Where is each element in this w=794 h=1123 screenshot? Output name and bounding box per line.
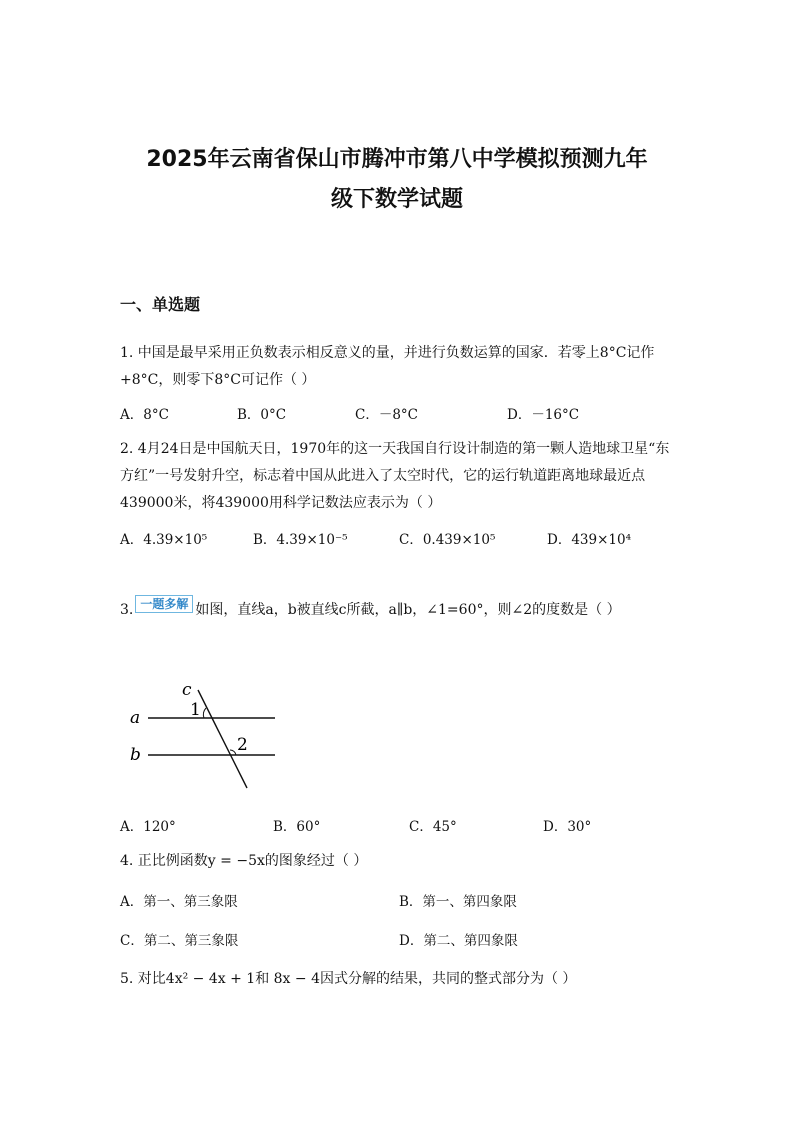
question-5-text: 5. 对比4x² − 4x + 1和 8x − 4因式分解的结果，共同的整式部分为（ ） [120, 971, 577, 987]
question-3-number: 3. [120, 602, 134, 618]
q3-option-d[interactable]: D．30° [543, 819, 592, 835]
q1-option-b[interactable]: B．0°C [237, 407, 287, 423]
q4-option-d[interactable]: D．第二、第四象限 [399, 933, 518, 949]
q1-option-c[interactable]: C．－8°C [355, 407, 418, 423]
label-angle-2: 2 [237, 735, 248, 755]
multi-solution-tag[interactable]: 一题多解 [135, 595, 193, 613]
label-a: a [130, 708, 141, 728]
q4-option-c[interactable]: C．第二、第三象限 [120, 933, 239, 949]
question-1-text: 1. 中国是最早采用正负数表示相反意义的量，并进行负数运算的国家．若零上8°C记作+8°C，则零下8°C可记作（ ） [120, 345, 655, 388]
question-2-text: 2. 4月24日是中国航天日，1970年的这一天我国自行设计制造的第一颗人造地球卫星“东方红”一号发射升空，标志着中国从此进入了太空时代，它的运行轨道距离地球最近点439000米，将439000用科学记数法应表示为（ ） [120, 441, 670, 511]
document-title [90, 140, 704, 220]
title-line-2: 级下数学试题 [330, 187, 463, 212]
label-angle-1: 1 [190, 700, 201, 720]
q2-option-b[interactable]: B．4.39×10⁻⁵ [253, 532, 348, 548]
question-3 [120, 597, 680, 624]
question-3-text: 如图，直线a，b被直线c所截，a∥b，∠1=60°，则∠2的度数是（ ） [195, 602, 621, 618]
label-c: c [182, 680, 192, 700]
q2-option-d[interactable]: D．439×10⁴ [547, 532, 631, 548]
question-4-text: 4. 正比例函数y = −5x的图象经过（ ） [120, 853, 368, 869]
label-b: b [130, 745, 141, 765]
angle-1-arc [203, 708, 206, 718]
q3-option-b[interactable]: B．60° [273, 819, 321, 835]
q2-option-a[interactable]: A．4.39×10⁵ [120, 532, 208, 548]
q4-option-b[interactable]: B．第一、第四象限 [399, 894, 517, 910]
q3-option-a[interactable]: A．120° [120, 819, 176, 835]
q3-option-c[interactable]: C．45° [409, 819, 457, 835]
title-line-1: 2025年云南省保山市腾冲市第八中学模拟预测九年 [146, 147, 648, 172]
section-heading: 一、单选题 [120, 295, 201, 314]
q2-option-c[interactable]: C．0.439×10⁵ [399, 532, 496, 548]
parallel-lines-figure [120, 680, 290, 800]
q1-option-a[interactable]: A．8°C [120, 407, 169, 423]
q1-option-d[interactable]: D．－16°C [507, 407, 580, 423]
q4-option-a[interactable]: A．第一、第三象限 [120, 894, 238, 910]
